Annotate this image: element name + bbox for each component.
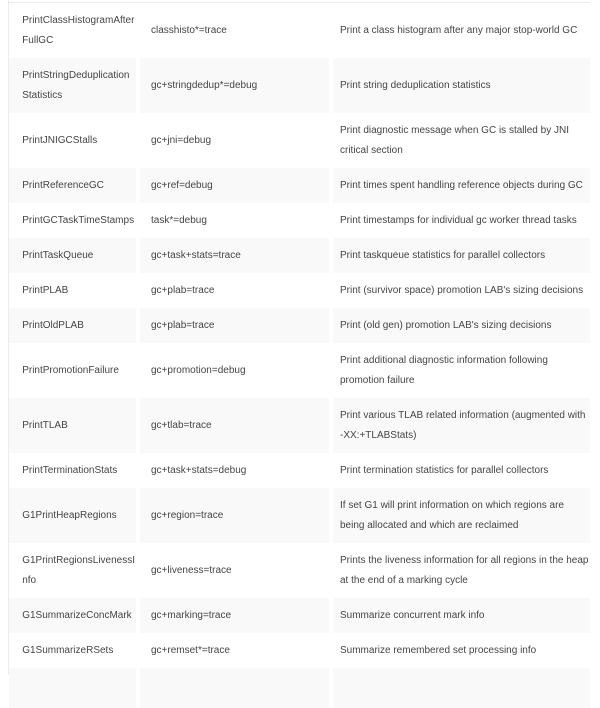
log-tag: gc+remset*=trace [151,644,230,656]
flag-cell [9,343,136,398]
log-tag-cell [140,488,329,543]
flag-cell [9,543,136,598]
description-cell [333,238,590,273]
log-tag-cell [140,543,329,598]
table-row [9,113,590,168]
flag-name: PrintPromotionFailure [22,364,119,376]
flag-description: Print termination statistics for parallel collectors [340,464,549,476]
description-cell [333,308,590,343]
flag-name: G1PrintHeapRegions [22,509,117,521]
log-tag: gc+plab=trace [151,319,215,331]
description-cell [333,58,590,113]
flag-name: PrintGCTaskTimeStamps [22,214,135,226]
log-tag: gc+region=trace [151,509,224,521]
description-cell [333,203,590,238]
partial-table-row [9,668,590,708]
flag-cell [9,668,136,708]
description-cell [333,398,590,453]
flag-cell [9,203,136,238]
flag-cell [9,488,136,543]
log-tag-cell [140,308,329,343]
log-tag-cell [140,343,329,398]
table-row [9,543,590,598]
flag-description: Summarize remembered set processing info [340,644,537,656]
log-tag: gc+liveness=trace [151,564,232,576]
gc-flags-table [9,2,590,708]
log-tag: gc+tlab=trace [151,419,212,431]
table-row [9,273,590,308]
flag-name: PrintTaskQueue [22,249,94,261]
flag-description: Print string deduplication statistics [340,79,491,91]
log-tag: gc+jni=debug [151,134,212,146]
description-cell [333,488,590,543]
flag-description: If set G1 will print information on which regions are being allocated and which are reclaimed [340,499,564,531]
table-row [9,343,590,398]
log-tag: gc+plab=trace [151,284,215,296]
log-tag-cell [140,113,329,168]
log-tag-cell [140,203,329,238]
flag-cell [9,3,136,58]
flag-description: Print (survivor space) promotion LAB's sizing decisions [340,284,584,296]
flag-description: Print taskqueue statistics for parallel collectors [340,249,546,261]
flag-name: PrintPLAB [22,284,69,296]
log-tag-cell [140,598,329,633]
flag-cell [9,598,136,633]
log-tag: gc+stringdedup*=debug [151,79,258,91]
log-tag: gc+marking=trace [151,609,232,621]
log-tag-cell [140,58,329,113]
flag-description: Prints the liveness information for all regions in the heap at the end of a marking cycle [340,554,589,586]
log-tag: classhisto*=trace [151,24,227,36]
flag-description: Summarize concurrent mark info [340,609,485,621]
table-row [9,308,590,343]
description-cell [333,668,590,708]
flag-description: Print diagnostic message when GC is stalled by JNI critical section [340,124,569,156]
flag-cell [9,168,136,203]
description-cell [333,598,590,633]
log-tag: gc+task+stats=debug [151,464,247,476]
table-row [9,168,590,203]
flag-cell [9,238,136,273]
description-cell [333,3,590,58]
table-row [9,453,590,488]
flag-description: Print timestamps for individual gc worker thread tasks [340,214,577,226]
flag-description: Print a class histogram after any major stop-world GC [340,24,578,36]
log-tag: gc+promotion=debug [151,364,246,376]
log-tag-cell [140,238,329,273]
flag-cell [9,633,136,668]
log-tag: gc+ref=debug [151,179,213,191]
table-row [9,598,590,633]
flag-cell [9,273,136,308]
flag-name: PrintOldPLAB [22,319,84,331]
flag-description: Print (old gen) promotion LAB's sizing decisions [340,319,552,331]
log-tag-cell [140,453,329,488]
flag-name: PrintTLAB [22,419,68,431]
flag-name: G1PrintRegionsLivenessInfo [22,554,136,586]
table-row [9,398,590,453]
flag-cell [9,58,136,113]
flag-name: PrintStringDeduplicationStatistics [22,69,130,101]
table-row [9,3,590,58]
log-tag-cell [140,633,329,668]
flag-name: PrintJNIGCStalls [22,134,98,146]
flag-name: PrintTerminationStats [22,464,118,476]
flag-cell [9,308,136,343]
log-tag-cell [140,273,329,308]
flag-description: Print various TLAB related information (augmented with -XX:+TLABStats) [340,409,586,441]
table-row [9,633,590,668]
description-cell [333,543,590,598]
flag-name: PrintReferenceGC [22,179,104,191]
flag-cell [9,113,136,168]
log-tag: task*=debug [151,214,207,226]
description-cell [333,113,590,168]
log-tag: gc+task+stats=trace [151,249,241,261]
log-tag-cell [140,398,329,453]
table-row [9,488,590,543]
description-cell [333,168,590,203]
description-cell [333,343,590,398]
description-cell [333,633,590,668]
log-tag-cell [140,668,329,708]
table-row [9,203,590,238]
flag-description: Print times spent handling reference objects during GC [340,179,583,191]
log-tag-cell [140,3,329,58]
flag-name: G1SummarizeConcMark [22,609,132,621]
flag-cell [9,398,136,453]
flag-name: G1SummarizeRSets [22,644,114,656]
table-row [9,58,590,113]
description-cell [333,453,590,488]
flag-name: PrintClassHistogramAfterFullGC [22,14,135,46]
table-row [9,238,590,273]
log-tag-cell [140,168,329,203]
flag-description: Print additional diagnostic information following promotion failure [340,354,548,386]
description-cell [333,273,590,308]
flag-cell [9,453,136,488]
